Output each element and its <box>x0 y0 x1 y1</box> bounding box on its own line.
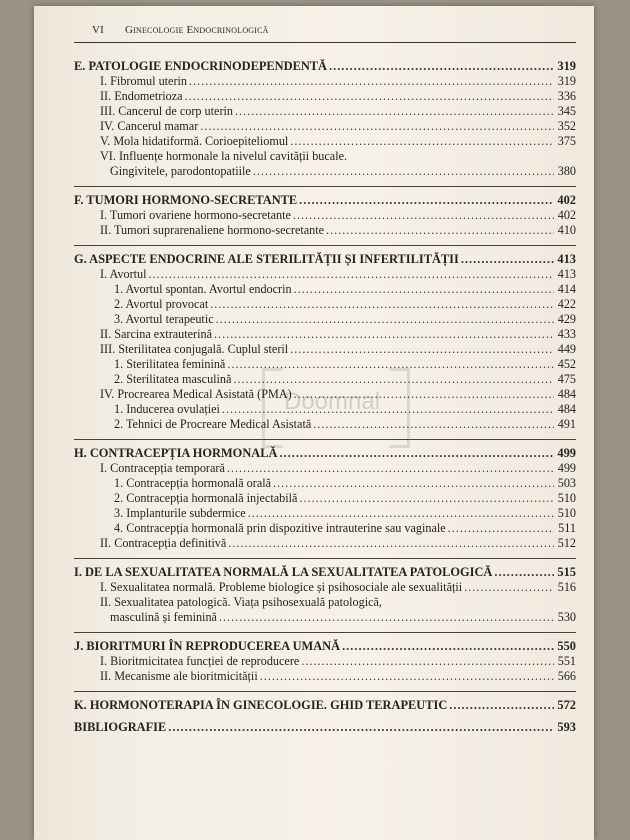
toc-section-title <box>74 59 576 74</box>
toc-page-number: 510 <box>557 491 576 505</box>
toc-leader-dots <box>313 417 554 432</box>
toc-entry-text: I. Bioritmicitatea funcției de reproducere <box>100 654 300 668</box>
toc-leader-dots <box>448 521 554 536</box>
toc-page-number: 345 <box>557 104 576 118</box>
section-divider <box>74 558 576 559</box>
toc-section <box>74 193 576 238</box>
toc-leader-dots <box>449 698 554 713</box>
toc-page-number: 515 <box>557 565 576 579</box>
toc-entry <box>74 342 576 357</box>
toc-section-title <box>74 446 576 461</box>
toc-entry-text: 2. Sterilitatea masculină <box>114 372 232 386</box>
toc-leader-dots <box>210 297 554 312</box>
toc-leader-dots <box>200 119 554 134</box>
toc-entry <box>74 297 576 312</box>
running-head-title: Ginecologie Endocrinologică <box>124 24 269 36</box>
toc-page-number: 414 <box>557 282 576 296</box>
toc-entry <box>74 372 576 387</box>
toc-entry-text: VI. Influențe hormonale la nivelul cavității bucale. <box>100 149 348 163</box>
toc-page-number: 375 <box>557 134 576 148</box>
toc-entry-text: II. Endometrioza <box>100 89 183 103</box>
toc-page-number: 410 <box>557 223 576 237</box>
toc-page-number: 452 <box>557 357 576 371</box>
toc-leader-dots <box>216 312 554 327</box>
toc-page-number: 449 <box>557 342 576 356</box>
toc-leader-dots <box>293 208 554 223</box>
toc-section-title-text: I. DE LA SEXUALITATEA NORMALĂ LA SEXUALITATEA PATOLOGICĂ <box>74 565 493 579</box>
toc-page-number: 336 <box>557 89 576 103</box>
toc-leader-dots <box>219 610 554 625</box>
toc-entry-continuation <box>74 610 576 625</box>
toc-entry-text: 4. Contracepția hormonală prin dispozitive intrauterine sau vaginale <box>114 521 446 535</box>
toc-page-number: 475 <box>557 372 576 386</box>
toc-entry-text: Gingivitele, parodontopatiile <box>110 164 251 178</box>
toc-entry-text: II. Sexualitatea patologică. Viața psihosexuală patologică, <box>100 595 382 609</box>
section-divider <box>74 186 576 187</box>
toc-entry <box>74 134 576 149</box>
toc-section-title <box>74 698 576 713</box>
toc-leader-dots <box>299 193 554 208</box>
toc-page-number: 484 <box>557 387 576 401</box>
toc-leader-dots <box>494 565 554 580</box>
toc-section <box>74 698 576 713</box>
toc-entry <box>74 223 576 238</box>
toc-leader-dots <box>461 252 554 267</box>
toc-entry-text: 1. Sterilitatea feminină <box>114 357 226 371</box>
toc-entry-text: V. Mola hidatiformă. Corioepiteliomul <box>100 134 289 148</box>
toc-leader-dots <box>149 267 555 282</box>
running-head-rule <box>74 42 576 43</box>
toc-entry-text: 3. Avortul terapeutic <box>114 312 214 326</box>
toc-entry <box>74 267 576 282</box>
running-head-page-number: VI <box>92 24 105 36</box>
toc-page-number: 484 <box>557 402 576 416</box>
toc-section <box>74 446 576 551</box>
toc-entry <box>74 491 576 506</box>
toc-entry <box>74 417 576 432</box>
toc-section-title-text: BIBLIOGRAFIE <box>74 720 167 734</box>
toc-entry-text: 2. Avortul provocat <box>114 297 209 311</box>
toc-entry-text: I. Sexualitatea normală. Probleme biologice și psihosociale ale sexualității <box>100 580 463 594</box>
toc-page-number: 352 <box>557 119 576 133</box>
toc-leader-dots <box>329 59 554 74</box>
toc-entry-continuation <box>74 164 576 179</box>
toc-leader-dots <box>235 104 554 119</box>
toc-entry <box>74 521 576 536</box>
toc-leader-dots <box>248 506 554 521</box>
toc-section-title <box>74 639 576 654</box>
toc-entry-text: II. Mecanisme ale bioritmicității <box>100 669 258 683</box>
toc-page-number: 572 <box>557 698 576 712</box>
toc-section-title <box>74 252 576 267</box>
toc-entry <box>74 104 576 119</box>
toc-page-number: 319 <box>557 74 576 88</box>
toc-page-number: 422 <box>557 297 576 311</box>
section-divider <box>74 439 576 440</box>
toc-page-number: 402 <box>557 193 576 207</box>
toc-entry <box>74 357 576 372</box>
toc-page-number: 499 <box>557 446 576 460</box>
toc-leader-dots <box>189 74 554 89</box>
running-head <box>92 24 269 36</box>
toc-page-number: 550 <box>557 639 576 653</box>
toc-page-number: 510 <box>557 506 576 520</box>
toc-entry-text: I. Contracepția temporară <box>100 461 225 475</box>
toc-section <box>74 252 576 432</box>
toc-page-number: 413 <box>557 252 576 266</box>
toc-entry-text: IV. Procrearea Medical Asistată (PMA) <box>100 387 292 401</box>
toc-leader-dots <box>290 134 554 149</box>
toc-page-number: 433 <box>557 327 576 341</box>
section-divider <box>74 245 576 246</box>
toc-leader-dots <box>326 223 554 238</box>
toc-page-number: 516 <box>557 580 576 594</box>
toc-entry <box>74 536 576 551</box>
watermark-text: Doomnal <box>284 388 381 415</box>
toc-entry-text: 2. Tehnici de Procreare Medical Asistată <box>114 417 312 431</box>
section-divider <box>74 691 576 692</box>
toc-entry <box>74 149 576 164</box>
toc-entry <box>74 208 576 223</box>
toc-entry <box>74 506 576 521</box>
toc-entry-text: 3. Implanturile subdermice <box>114 506 246 520</box>
toc-entry-text: II. Tumori suprarenaliene hormono-secretante <box>100 223 325 237</box>
toc-entry <box>74 327 576 342</box>
toc-leader-dots <box>168 720 554 735</box>
toc-page-number: 503 <box>557 476 576 490</box>
toc-leader-dots <box>273 476 554 491</box>
toc-entry-text: 2. Contracepția hormonală injectabilă <box>114 491 298 505</box>
toc-entry <box>74 580 576 595</box>
toc-page-number: 429 <box>557 312 576 326</box>
toc-page-number: 511 <box>558 521 576 535</box>
toc-entry-text: IV. Cancerul mamar <box>100 119 199 133</box>
toc-page-number: 499 <box>557 461 576 475</box>
toc-entry-text: 1. Contracepția hormonală orală <box>114 476 272 490</box>
toc-leader-dots <box>301 654 554 669</box>
toc-section-title <box>74 193 576 208</box>
toc-page-number: 413 <box>557 267 576 281</box>
toc-section-title-text: F. TUMORI HORMONO-SECRETANTE <box>74 193 298 207</box>
toc-section <box>74 720 576 735</box>
toc-entry <box>74 74 576 89</box>
toc-entry-text: I. Fibromul uterin <box>100 74 187 88</box>
toc-leader-dots <box>279 446 554 461</box>
toc-page-number: 491 <box>557 417 576 431</box>
toc-entry <box>74 282 576 297</box>
toc-entry-text: III. Cancerul de corp uterin <box>100 104 233 118</box>
toc-page-number: 380 <box>557 164 576 178</box>
toc-leader-dots <box>464 580 554 595</box>
toc-section <box>74 565 576 625</box>
toc-entry <box>74 595 576 610</box>
toc-leader-dots <box>228 536 554 551</box>
toc-entry-text: III. Sterilitatea conjugală. Cuplul steril <box>100 342 289 356</box>
toc-leader-dots <box>214 327 554 342</box>
toc-entry <box>74 461 576 476</box>
toc-entry-text: I. Avortul <box>100 267 147 281</box>
toc-entry-text: 1. Avortul spontan. Avortul endocrin <box>114 282 292 296</box>
toc-leader-dots <box>253 164 554 179</box>
toc-entry-text: I. Tumori ovariene hormono-secretante <box>100 208 291 222</box>
toc-section-title-text: J. BIORITMURI ÎN REPRODUCEREA UMANĂ <box>74 639 341 653</box>
toc-entry <box>74 654 576 669</box>
toc-section-title-text: G. ASPECTE ENDOCRINE ALE STERILITĂȚII ȘI INFERTILITĂȚII <box>74 252 459 266</box>
toc-section-title <box>74 565 576 580</box>
toc-leader-dots <box>299 491 554 506</box>
toc-leader-dots <box>294 387 554 402</box>
toc-leader-dots <box>290 342 554 357</box>
toc-entry <box>74 669 576 684</box>
toc-section-title-text: K. HORMONOTERAPIA ÎN GINECOLOGIE. GHID TERAPEUTIC <box>74 698 448 712</box>
toc-section-title <box>74 720 576 735</box>
toc-entry-text: II. Sarcina extrauterină <box>100 327 212 341</box>
toc-leader-dots <box>260 669 554 684</box>
toc-leader-dots <box>342 639 554 654</box>
toc-leader-dots <box>227 357 554 372</box>
toc-page-number: 593 <box>557 720 576 734</box>
toc-entry-text: II. Contracepția definitivă <box>100 536 227 550</box>
toc-page-number: 551 <box>557 654 576 668</box>
toc-page-number: 566 <box>557 669 576 683</box>
toc-page-number: 319 <box>557 59 576 73</box>
toc-page-number: 512 <box>557 536 576 550</box>
section-divider <box>74 632 576 633</box>
toc-section <box>74 59 576 179</box>
toc-leader-dots <box>233 372 554 387</box>
toc-section-title-text: H. CONTRACEPȚIA HORMONALĂ <box>74 446 278 460</box>
table-of-contents <box>74 56 576 742</box>
toc-entry <box>74 476 576 491</box>
toc-entry <box>74 387 576 402</box>
toc-page-number: 530 <box>557 610 576 624</box>
toc-entry <box>74 89 576 104</box>
toc-leader-dots <box>185 89 554 104</box>
toc-section-title-text: E. PATOLOGIE ENDOCRINODEPENDENTĂ <box>74 59 328 73</box>
toc-entry <box>74 312 576 327</box>
toc-leader-dots <box>294 282 554 297</box>
toc-page-number: 402 <box>557 208 576 222</box>
toc-leader-dots <box>222 402 554 417</box>
toc-entry-text: masculină și feminină <box>110 610 217 624</box>
book-page <box>34 6 594 840</box>
toc-section <box>74 639 576 684</box>
toc-entry-text: 1. Inducerea ovulației <box>114 402 220 416</box>
toc-entry <box>74 119 576 134</box>
toc-leader-dots <box>227 461 554 476</box>
toc-entry <box>74 402 576 417</box>
